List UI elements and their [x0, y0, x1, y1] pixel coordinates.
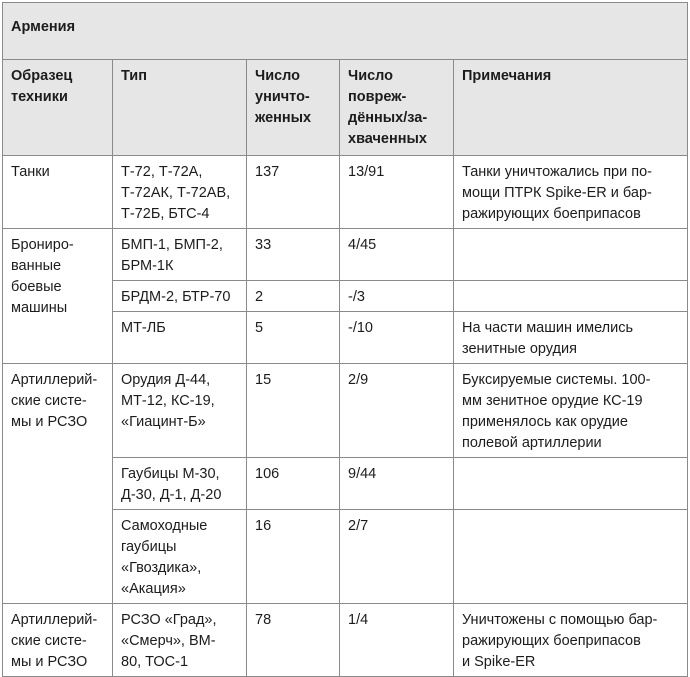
cell-damaged-captured: 13/91: [340, 156, 454, 229]
cell-destroyed: 78: [247, 604, 340, 677]
cell-type: Т-72, Т-72А, Т-72АК, Т-72АВ, Т-72Б, БТС-4: [113, 156, 247, 229]
cell-destroyed: 137: [247, 156, 340, 229]
table-row: [3, 229, 688, 281]
header-notes: Примечания: [454, 60, 688, 156]
cell-destroyed: 16: [247, 510, 340, 604]
cell-damaged-captured: 4/45: [340, 229, 454, 281]
table-row: [3, 156, 688, 229]
header-row: [3, 60, 688, 156]
document: [2, 2, 688, 677]
cell-destroyed: 15: [247, 364, 340, 458]
cell-damaged-captured: 2/9: [340, 364, 454, 458]
cell-damaged-captured: 9/44: [340, 458, 454, 510]
cell-notes: [454, 510, 688, 604]
cell-notes: Уничтожены с помощью бар- ражирующих боеприпасов и Spike-ER: [454, 604, 688, 677]
cell-notes: [454, 281, 688, 312]
cell-category: Артиллерий- ские систе- мы и РСЗО: [3, 604, 113, 677]
cell-destroyed: 2: [247, 281, 340, 312]
cell-damaged-captured: -/3: [340, 281, 454, 312]
header-type: Тип: [113, 60, 247, 156]
cell-category: Артиллерий- ские систе- мы и РСЗО: [3, 364, 113, 604]
cell-type: РСЗО «Град», «Смерч», ВМ- 80, ТОС-1: [113, 604, 247, 677]
cell-type: МТ-ЛБ: [113, 312, 247, 364]
cell-damaged-captured: 1/4: [340, 604, 454, 677]
cell-notes: Танки уничтожались при по- мощи ПТРК Spike-ER и бар- ражирующих боеприпасов: [454, 156, 688, 229]
header-sample: Образец техники: [3, 60, 113, 156]
losses-table: [2, 2, 688, 677]
cell-category: Брониро- ванные боевые машины: [3, 229, 113, 364]
header-damaged-captured: Число повреж- дённых/за- хваченных: [340, 60, 454, 156]
cell-destroyed: 33: [247, 229, 340, 281]
cell-notes: Буксируемые системы. 100- мм зенитное орудие КС-19 применялось как орудие полевой артиллерии: [454, 364, 688, 458]
cell-type: БМП-1, БМП-2, БРМ-1К: [113, 229, 247, 281]
country-title: Армения: [3, 3, 688, 60]
cell-type: Гаубицы М-30, Д-30, Д-1, Д-20: [113, 458, 247, 510]
country-row: [3, 3, 688, 60]
cell-notes: [454, 229, 688, 281]
cell-notes: [454, 458, 688, 510]
cell-damaged-captured: -/10: [340, 312, 454, 364]
cell-type: Самоходные гаубицы «Гвоздика», «Акация»: [113, 510, 247, 604]
cell-notes: На части машин имелись зенитные орудия: [454, 312, 688, 364]
table-body: [3, 156, 688, 677]
cell-category: Танки: [3, 156, 113, 229]
cell-destroyed: 5: [247, 312, 340, 364]
cell-type: БРДМ-2, БТР-70: [113, 281, 247, 312]
table-row: [3, 604, 688, 677]
cell-type: Орудия Д-44, МТ-12, КС-19, «Гиацинт-Б»: [113, 364, 247, 458]
cell-destroyed: 106: [247, 458, 340, 510]
header-destroyed: Число уничто- женных: [247, 60, 340, 156]
cell-damaged-captured: 2/7: [340, 510, 454, 604]
table-row: [3, 364, 688, 458]
